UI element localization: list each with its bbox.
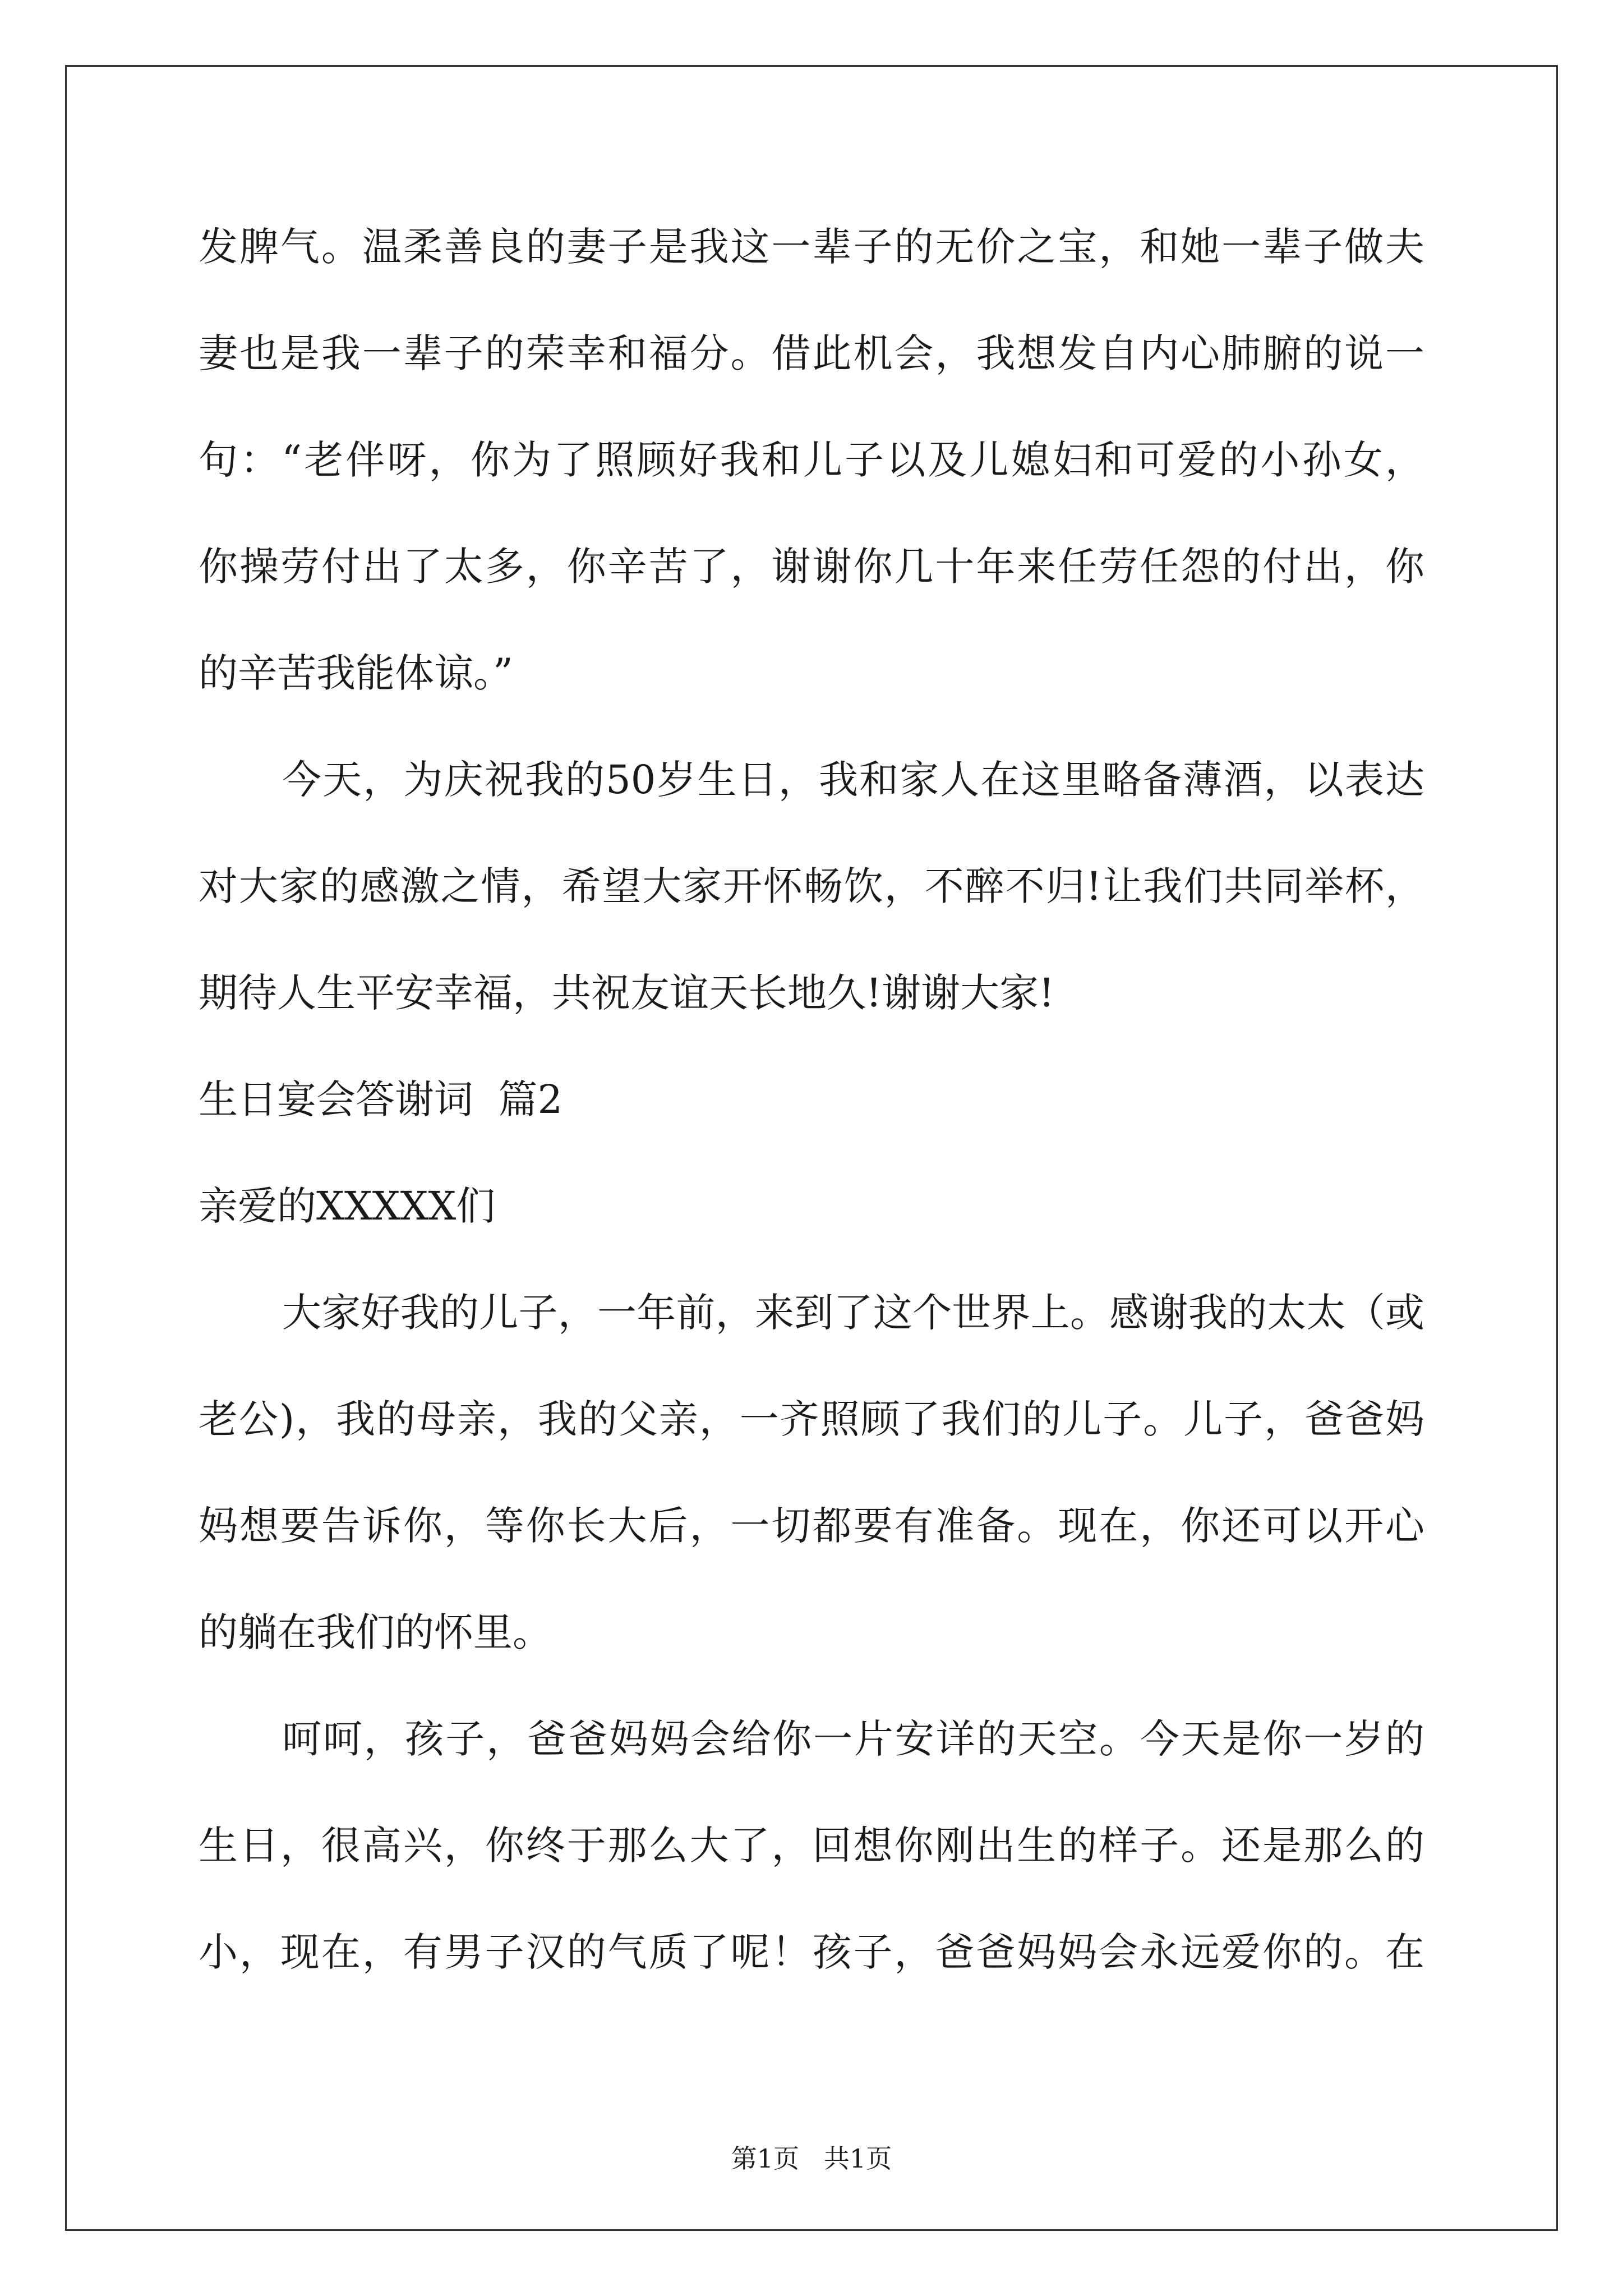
salutation: 亲爱的XXXXX们 [199,1183,496,1229]
text-line: 对大家的感激之情，希望大家开怀畅饮，不醉不归!让我们共同举杯， [199,863,1424,909]
page-footer: 第1页 共1页 [731,2143,892,2174]
page-border [65,65,1558,2231]
text-line: 呵呵，孩子，爸爸妈妈会给你一片安详的天空。今天是你一岁的 [282,1716,1424,1762]
text-line: 妈想要告诉你，等你长大后，一切都要有准备。现在，你还可以开心 [199,1503,1424,1549]
text-line: 期待人生平安幸福，共祝友谊天长地久!谢谢大家! [199,970,1055,1016]
text-line: 老公)，我的母亲，我的父亲，一齐照顾了我们的儿子。儿子，爸爸妈 [199,1396,1424,1442]
text-line: 大家好我的儿子，一年前，来到了这个世界上。感谢我的太太（或 [282,1290,1424,1336]
text-line: 的辛苦我能体谅。” [199,650,513,696]
text-line: 你操劳付出了太多，你辛苦了，谢谢你几十年来任劳任怨的付出，你 [199,544,1424,590]
section-heading: 生日宴会答谢词 篇2 [199,1076,563,1122]
text-line: 句：“老伴呀，你为了照顾好我和儿子以及儿媳妇和可爱的小孙女， [199,437,1424,483]
text-line: 小，现在，有男子汉的气质了呢！孩子，爸爸妈妈会永远爱你的。在 [199,1929,1424,1975]
text-line: 发脾气。温柔善良的妻子是我这一辈子的无价之宝，和她一辈子做夫 [199,224,1424,270]
text-line: 今天，为庆祝我的50岁生日，我和家人在这里略备薄酒，以表达 [282,757,1424,803]
text-line: 生日，很高兴，你终于那么大了，回想你刚出生的样子。还是那么的 [199,1823,1424,1869]
text-line: 的躺在我们的怀里。 [199,1609,552,1655]
text-line: 妻也是我一辈子的荣幸和福分。借此机会，我想发自内心肺腑的说一 [199,330,1424,376]
